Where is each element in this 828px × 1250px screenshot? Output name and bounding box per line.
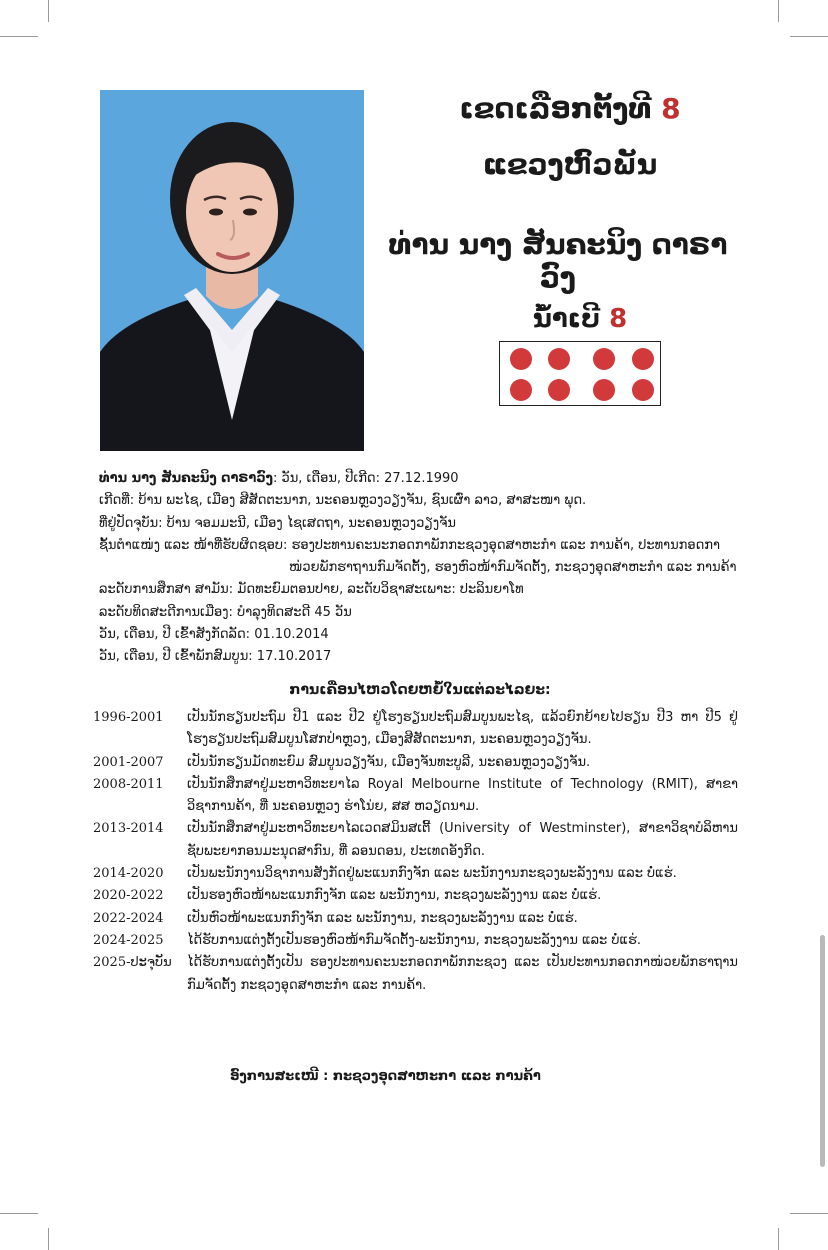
bio-education: ລະດັບການສຶກສາ ສາມັນ: ມັດທະຍົມຕອນປາຍ, ລະດັບວິຊາສະເພາະ: ປະລິນຍາໂທ (99, 582, 524, 598)
crop-mark (48, 1228, 49, 1250)
history-row (93, 952, 738, 997)
bio-dob: : ວັນ, ເດືອນ, ປີເກີດ: 27.12.1990 (273, 471, 459, 486)
bio-position-1: ຊັ້ນຕໍາແໜ່ງ ແລະ ໜ້າທີ່ຮັບຜິດຊອບ: ຮອງປະທານຄະນະກອດກາພັກກະຊວງອຸດສາຫະກໍາ ແລະ ການຄ້າ, ປະທານກອດກາ (99, 537, 721, 553)
biography (99, 468, 739, 669)
ballot-dot (632, 348, 654, 370)
ballot-dot (632, 379, 654, 401)
district-number: 8 (661, 92, 681, 125)
history-description: ເປັນນັກສຶກສາຢູ່ມະຫາວິທະຍາໄລເວດສມິນສເຕີ້ (University of Westminster), ສາຂາວິຊາບໍລິຫານຊັບພະຍາກອນມະນຸດສາກົນ, ທີ່ ລອນດອນ, ປະເທດອັງກິດ. (187, 821, 738, 859)
history-row (93, 818, 738, 863)
history-years: 2013-2014 (93, 821, 164, 837)
ballot-dot (510, 379, 532, 401)
crop-mark (778, 0, 779, 22)
history-row (93, 774, 738, 819)
ballot-number: 8 (609, 304, 628, 334)
ballot-label: ນໍ້າເບີ (532, 304, 600, 334)
ballot-dots-box (499, 341, 661, 406)
bio-birthplace: ເກີດທີ່: ບ້ານ ພະໄຊ, ເມືອງ ສີສັດຕະນາກ, ນະຄອນຫຼວງວຽງຈັນ, ຊົນເຜົ່າ ລາວ, ສາສະໜາ ພຸດ. (99, 493, 587, 509)
history-description: ໄດ້ຮັບການແຕ່ງຕັ້ງເປັນຮອງຫົວໜ້າກົມຈັດຕັ້ງ-ພະນັກງານ, ກະຊວງພະລັງງານ ແລະ ບໍ່ແຮ່. (187, 932, 642, 948)
history-years: 2014-2020 (93, 866, 164, 882)
history-years: 2025-ປະຈຸບັນ (93, 955, 172, 971)
history-years: 2024-2025 (93, 932, 164, 948)
history-row (93, 863, 738, 885)
bio-position-2: ໜ່ວຍພັກຮາຖານກົມຈັດຕັ້ງ, ຮອງຫົວໜ້າກົມຈັດຕັ້ງ, ກະຊວງອຸດສາຫະກໍາ ແລະ ການຄ້າ (289, 560, 737, 576)
bio-joined-organization: ວັນ, ເດືອນ, ປີ ເຂົ້າສັງກັດລັດ: 01.10.2014 (99, 627, 329, 643)
history-description: ເປັນນັກຮຽນປະຖົມ ປີ1 ແລະ ປີ2 ຢູ່ໂຮງຮຽນປະຖົມສົມບູນພະໄຊ, ແລ້ວຍົກຍ້າຍໄປຮຽນ ປີ3 ຫາ ປີ5 ຢູ່ໂຮງຮຽນປະຖົມສົມບູນໂສກປ່າຫຼວງ, ເມືອງສີສັດຕະນາກ, ນະຄອນຫຼວງວຽງຈັນ. (187, 710, 738, 748)
history-row (93, 930, 738, 952)
history-row (93, 885, 738, 907)
history-years: 2008-2011 (93, 776, 164, 792)
candidate-photo (100, 90, 364, 451)
candidate-name-heading: ທ່ານ ນາງ ສັນຄະນິງ ດາຣາວົງ (388, 228, 728, 294)
history-years: 2022-2024 (93, 910, 164, 926)
crop-mark (790, 36, 828, 37)
district-heading (440, 92, 700, 125)
ballot-dot (548, 379, 570, 401)
crop-mark (790, 1213, 828, 1214)
province-heading: ແຂວງຫົວພັນ (482, 148, 658, 181)
district-label: ເຂດເລືອກຕັ້ງທີ (459, 92, 652, 125)
history-row (93, 752, 738, 774)
crop-mark (48, 0, 49, 22)
crop-mark (0, 1213, 38, 1214)
history-description: ເປັນຮອງຫົວໜ້າພະແນກກົງຈັກ ແລະ ພະນັກງານ, ກະຊວງພະລັງງານ ແລະ ບໍ່ແຮ່. (187, 888, 602, 904)
scrollbar[interactable] (820, 935, 825, 1167)
ballot-number-heading (450, 304, 710, 334)
history-title: ການເຄື່ອນໄຫວໂດຍຫຍໍ້ໃນແຕ່ລະໄລຍະ: (289, 682, 551, 698)
history-description: ເປັນນັກສຶກສາຢູ່ມະຫາວິທະຍາໄລ Royal Melbourne Institute of Technology (RMIT), ສາຂາວິຊາການຄ້າ, ທີ່ ນະຄອນຫຼວງ ຮ່າໂນ່ຍ, ສສ ຫວຽດນາມ. (187, 776, 738, 815)
history-description: ເປັນນັກຮຽນມັດທະຍົມ ສົມບູນວຽງຈັນ, ເມືອງຈັນທະບູລີ, ນະຄອນຫຼວງວຽງຈັນ. (187, 754, 591, 770)
bio-political: ລະດັບທິດສະດີການເມືອງ: ບໍາລຸງທິດສະດີ 45 ວັນ (99, 604, 352, 620)
history-years: 2001-2007 (93, 754, 164, 770)
history-description: ເປັນຫົວໜ້າພະແນກກົງຈັກ ແລະ ພະນັກງານ, ກະຊວງພະລັງງານ ແລະ ບໍ່ແຮ່. (187, 910, 578, 926)
crop-mark (0, 36, 38, 37)
bio-joined-party: ວັນ, ເດືອນ, ປີ ເຂົ້າພັກສົມບູນ: 17.10.2017 (99, 649, 332, 665)
bio-residence: ທີ່ຢູ່ປັດຈຸບັນ: ບ້ານ ຈອມມະນີ, ເມືອງ ໄຊເສດຖາ, ນະຄອນຫຼວງວຽງຈັນ (99, 515, 456, 531)
history-description: ເປັນພະນັກງານວິຊາການສັງກັດຢູ່ພະແນກກົງຈັກ ແລະ ພະນັກງານກະຊວງພະລັງງານ ແລະ ບໍ່ແຮ່. (187, 866, 677, 882)
history-row (93, 707, 738, 752)
history-years: 1996-2001 (93, 710, 164, 725)
history-row (93, 908, 738, 930)
bio-name-dob (99, 468, 739, 490)
proposing-organization: ອົງການສະເໜີ : ກະຊວງອຸດສາຫະກາ ແລະ ການຄ້າ (230, 1069, 541, 1084)
history-description: ໄດ້ຮັບການແຕ່ງຕັ້ງເປັນ ຮອງປະທານຄະນະກອດກາພັກກະຊວງ ແລະ ເປັນປະທານກອດກາໜ່ວຍພັກຮາຖານກົມຈັດຕັ້ງ ກະຊວງອຸດສາຫະກໍາ ແລະ ການຄ້າ. (187, 955, 738, 993)
ballot-dot (593, 379, 615, 401)
ballot-dot (593, 348, 615, 370)
ballot-dot (510, 348, 532, 370)
history-list (93, 707, 738, 997)
crop-mark (778, 1228, 779, 1250)
ballot-dot (548, 348, 570, 370)
history-years: 2020-2022 (93, 888, 164, 904)
bio-name: ທ່ານ ນາງ ສັນຄະນິງ ດາຣາວົງ (99, 471, 273, 486)
